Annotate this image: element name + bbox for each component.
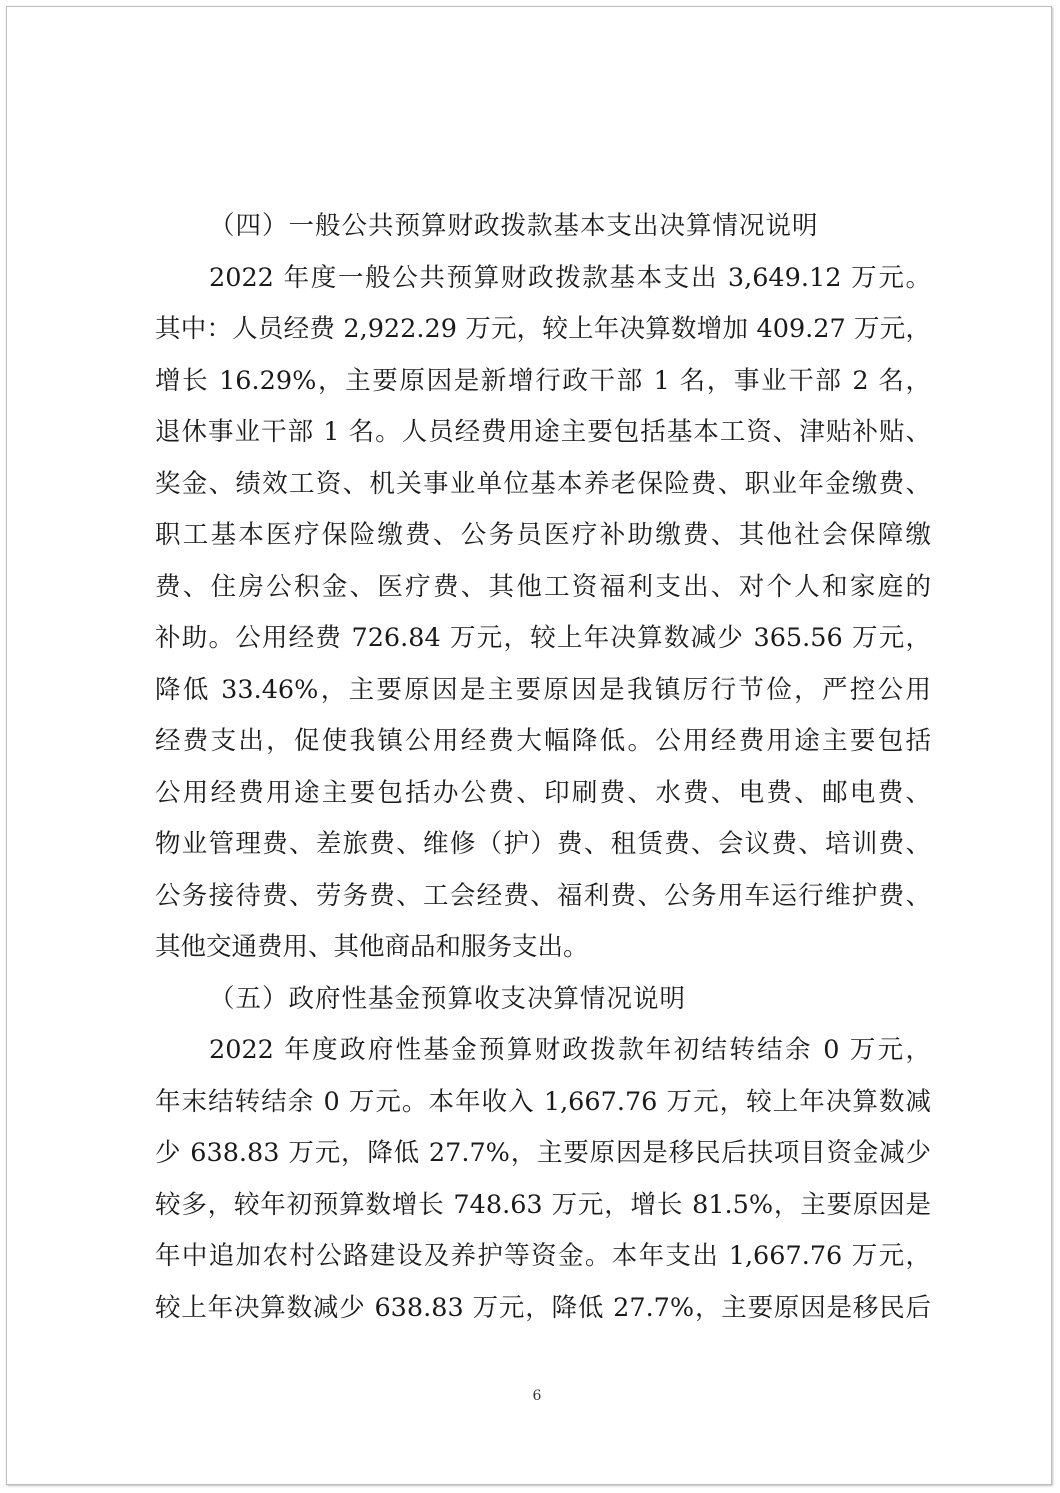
paragraph-line: 退休事业干部 1 名。人员经费用途主要包括基本工资、津贴补贴、 (155, 417, 931, 447)
section-heading-5: （五）政府性基金预算收支决算情况说明 (209, 983, 687, 1014)
paragraph-line: 补助。公用经费 726.84 万元，较上年决算数减少 365.56 万元， (155, 623, 931, 653)
paragraph-line: 经费支出，促使我镇公用经费大幅降低。公用经费用途主要包括 (155, 726, 931, 756)
paragraph-line: 较上年决算数减少 638.83 万元，降低 27.7%，主要原因是移民后 (155, 1292, 931, 1323)
paragraph-line: 2022 年度一般公共预算财政拨款基本支出 3,649.12 万元。 (209, 262, 931, 293)
paragraph-line: 职工基本医疗保险缴费、公务员医疗补助缴费、其他社会保障缴 (155, 520, 931, 550)
document-body (155, 201, 931, 1334)
paragraph-line: 年末结转结余 0 万元。本年收入 1,667.76 万元，较上年决算数减 (155, 1086, 931, 1117)
section-heading-4: （四）一般公共预算财政拨款基本支出决算情况说明 (209, 211, 819, 241)
paragraph-line: 物业管理费、差旅费、维修（护）费、租赁费、会议费、培训费、 (155, 829, 931, 859)
paragraph-line: 增长 16.29%，主要原因是新增行政干部 1 名，事业干部 2 名， (155, 365, 931, 396)
paragraph-line: 年中追加农村公路建设及养护等资金。本年支出 1,667.76 万元， (155, 1241, 931, 1271)
paragraph-line: 少 638.83 万元，降低 27.7%，主要原因是移民后扶项目资金减少 (155, 1138, 931, 1168)
paragraph-line: 奖金、绩效工资、机关事业单位基本养老保险费、职业年金缴费、 (155, 468, 931, 499)
paragraph-line: 其他交通费用、其他商品和服务支出。 (155, 932, 589, 962)
paragraph-line: 较多，较年初预算数增长 748.63 万元，增长 81.5%，主要原因是 (155, 1189, 931, 1220)
paragraph-line: 费、住房公积金、医疗费、其他工资福利支出、对个人和家庭的 (155, 571, 931, 602)
paragraph-line: 公务接待费、劳务费、工会经费、福利费、公务用车运行维护费、 (155, 880, 931, 911)
paragraph-line: 2022 年度政府性基金预算财政拨款年初结转结余 0 万元， (209, 1035, 931, 1065)
paragraph-line: 公用经费用途主要包括办公费、印刷费、水费、电费、邮电费、 (155, 777, 931, 808)
paragraph-line: 降低 33.46%，主要原因是主要原因是我镇厉行节俭，严控公用 (155, 674, 931, 705)
paragraph-line: 其中：人员经费 2,922.29 万元，较上年决算数增加 409.27 万元， (155, 314, 931, 344)
page (6, 6, 1052, 1485)
page-number: 6 (532, 1388, 542, 1404)
